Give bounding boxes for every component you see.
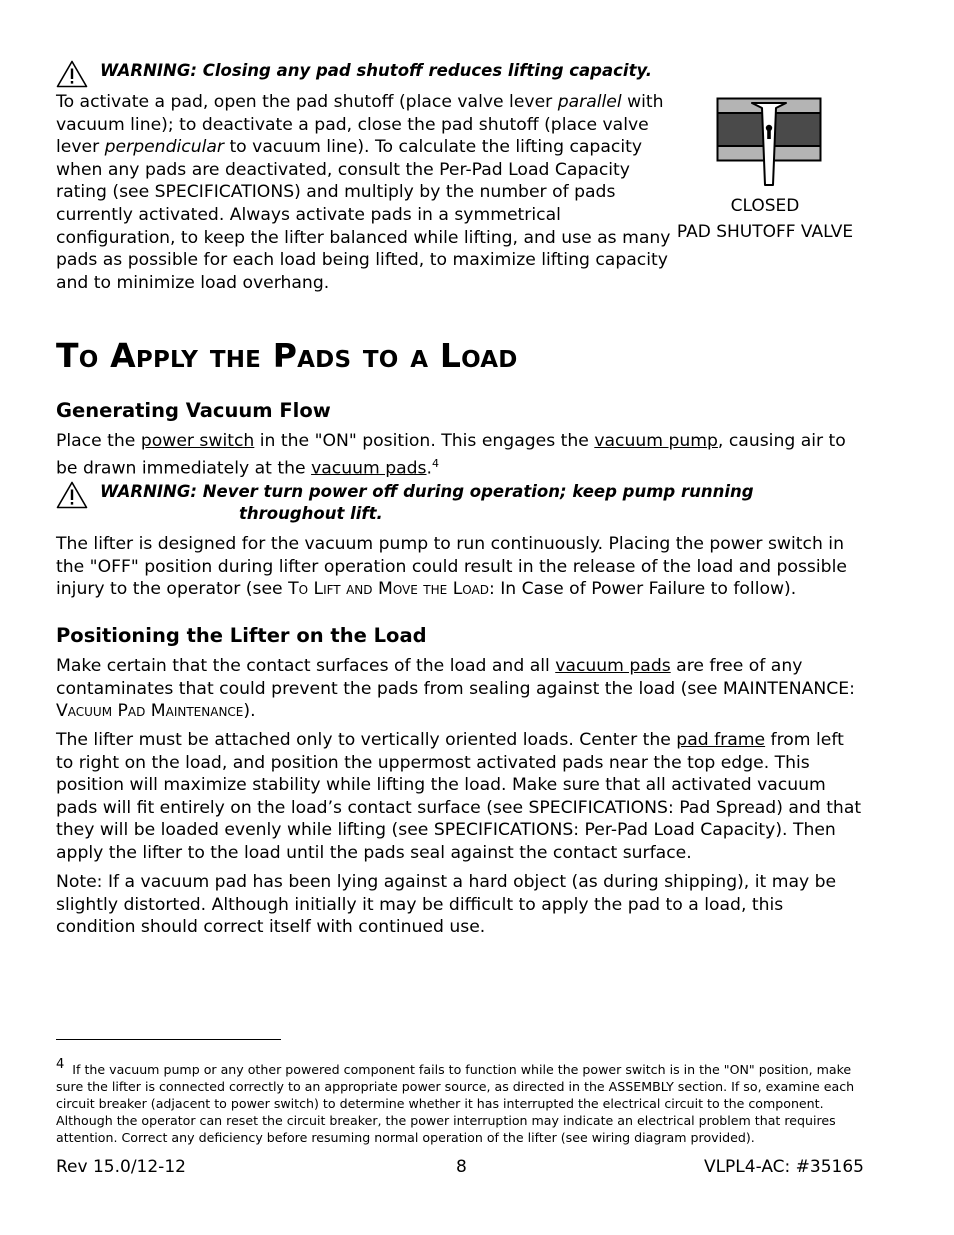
warning-triangle-icon [56,60,88,88]
figure-caption [660,193,870,245]
footer-page-number: 8 [456,1157,467,1177]
ref-vacuum-pad-maintenance: Vacuum Pad Maintenance [56,701,244,722]
footnote-number: 4 [56,1057,65,1072]
footer-revision: Rev 15.0/12-12 [56,1157,186,1177]
emphasis-parallel: parallel [557,92,622,112]
footer-model: VLPL4-AC: #35165 [703,1157,864,1177]
section-title: To Apply the Pads to a Load [56,336,518,375]
pump-continuous-paragraph: The lifter is designed for the vacuum pump to run continuously. Placing the power switch in the "OFF" position during lifter operation could result in the release of the load and possible injury to the operator (see To Lift and Move the Load: In Case of Power Failure to follow). [56,534,847,600]
subsection-title-vacuum-flow: Generating Vacuum Flow [56,399,331,422]
vacuum-flow-paragraph: Place the power switch in the "ON" position. This engages the vacuum pump, causing air to be drawn immediately at the vacuum pads.$^4$ [56,431,846,479]
intro-paragraph: To activate a pad, open the pad shutoff (place valve lever parallel with vacuum line); to deactivate a pad, close the pad shutoff (place valve lever perpendicular to vacuum line). To calculate the lifting capacity when any pads are deactivated, consult the Per-Pad Load Capacity rating (see SPECIFICATIONS) and multiply by the number of pads currently activated. Always activate pads in a symmetrical configuration, to keep the lifter balanced while lifting, and use as many pads as possible for each load being lifted, to maximize lifting capacity and to minimize load overhang. [56,92,671,293]
warning-triangle-icon [56,481,88,509]
link-pad-frame: pad frame [676,730,766,750]
figure-caption-line1: CLOSED [730,196,800,216]
link-vacuum-pads: vacuum pads [311,458,427,479]
warning-text: WARNING: Never turn power off during operation; keep pump running throughout lift. [100,482,754,523]
warning-power-off [56,481,754,525]
note-paragraph: Note: If a vacuum pad has been lying against a hard object (as during shipping), it may be slightly distorted. Although initially it may be difficult to apply the pad to a load, this condition should correct itself with continued use. [56,872,837,938]
link-vacuum-pump: vacuum pump [594,431,718,451]
warning-closing-pad [56,60,652,88]
footnote-ref: 4 [432,456,439,470]
subsection-title-positioning: Positioning the Lifter on the Load [56,624,427,647]
link-power-switch: power switch [140,431,255,451]
vertical-loads-paragraph: The lifter must be attached only to vertically oriented loads. Center the pad frame from left to right on the load, and position the uppermost activated pads near the top edge. This position will maximize stability while lifting the load. Make sure that all activated vacuum pads will fit entirely on the load’s contact surface (see SPECIFICATIONS: Pad Spread) and that they will be loaded evenly while lifting (see SPECIFICATIONS: Per-Pad Load Capacity). Then apply the lifter to the load until the pads seal against the contact surface. [56,730,862,863]
pad-shutoff-valve-illustration [716,97,822,189]
ref-to-lift-and-move: To Lift and Move the Load [288,579,489,600]
figure-caption-line2: PAD SHUTOFF VALVE [676,222,854,242]
emphasis-perpendicular: perpendicular [104,137,224,158]
footnote-separator [56,1039,281,1040]
link-vacuum-pads-2: vacuum pads [555,656,671,676]
contact-surfaces-paragraph: Make certain that the contact surfaces of the load and all vacuum pads are free of any contaminates that could prevent the pads from sealing against the load (see MAINTENANCE: Vacuum Pad Maintenance). [56,656,855,722]
warning-text: WARNING: Closing any pad shutoff reduces lifting capacity. [100,61,652,80]
footnote: $^4$ If the vacuum pump or any other powered component fails to function while the power switch is in the "ON" position, make sure the lifter is connected correctly to an appropriate power source, as directed in the ASSEMBLY section. If so, examine each circuit breaker (adjacent to power switch) to determine whether it has interrupted the electrical circuit to the component. Although the operator can reset the circuit breaker, the power interruption may indicate an electrical problem that requires attention. Correct any deficiency before resuming normal operation of the lifter (see wiring diagram provided). [56,1057,855,1145]
